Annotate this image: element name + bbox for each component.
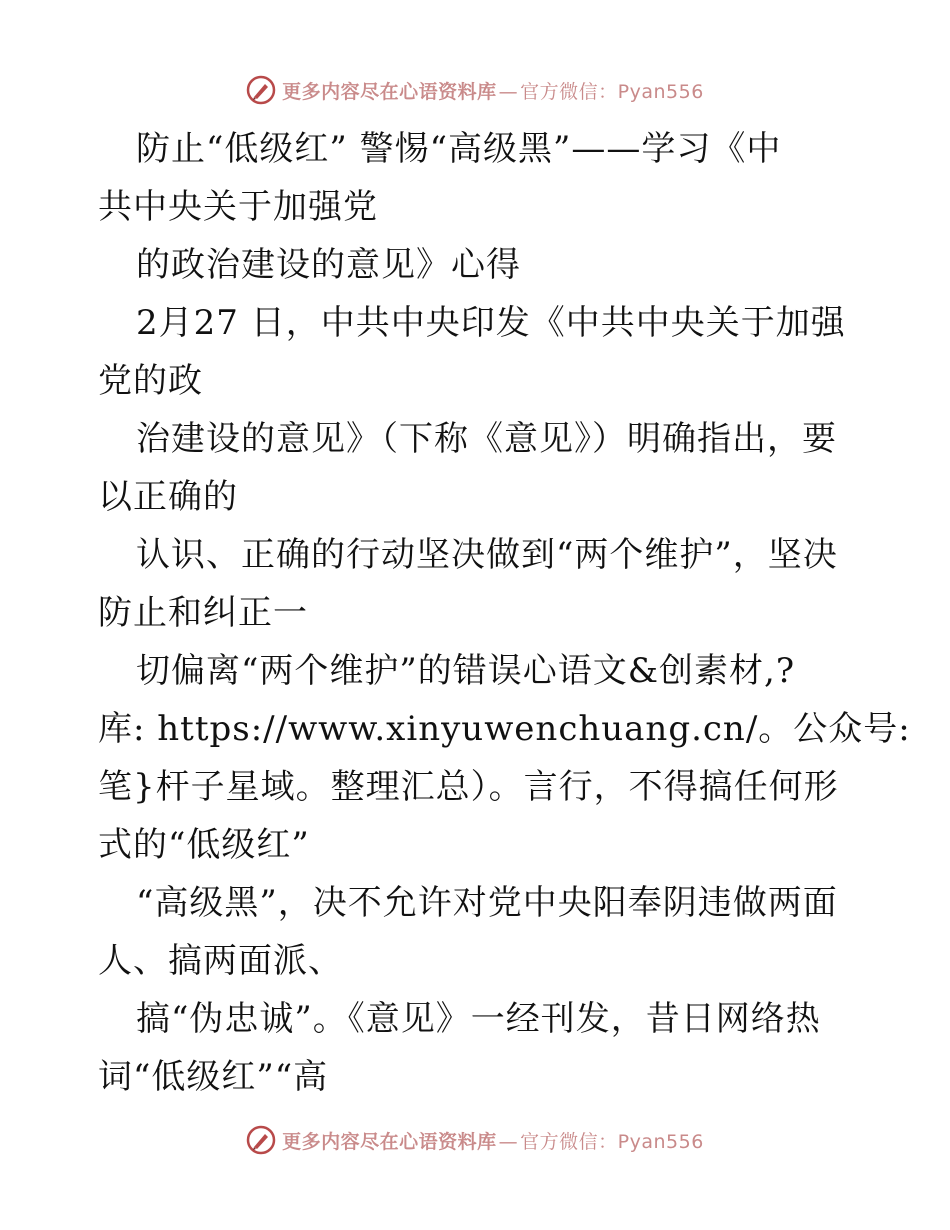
text-line: 党的政 <box>98 361 203 401</box>
banner-wechat: 官方微信：Pyan556 <box>520 80 704 103</box>
text-line: 切偏离“两个维护”的错误心语文&创素材,? <box>136 651 796 691</box>
text-line: 词“低级红”“高 <box>98 1057 329 1097</box>
header-banner-text <box>282 77 704 104</box>
banner-site-name: 更多内容尽在心语资料库 <box>282 1130 497 1153</box>
text-line: 笔}杆子星域。整理汇总）。言行，不得搞任何形 <box>98 767 839 807</box>
footer-banner <box>0 1120 950 1160</box>
text-line: 共中央关于加强党 <box>98 187 378 227</box>
header-banner <box>0 70 950 110</box>
text-line: 2月27 日，中共中央印发《中共中央关于加强 <box>136 303 846 343</box>
text-line: 治建设的意见》（下称《意见》）明确指出，要 <box>136 419 837 459</box>
text-line: 搞“伪忠诚”。《意见》一经刊发，昔日网络热 <box>136 999 821 1039</box>
text-line: 防止“低级红” 警惕“高级黑”——学习《中 <box>136 129 782 169</box>
footer-banner-text <box>282 1127 704 1154</box>
pen-logo-icon <box>246 1125 276 1155</box>
text-line: 库: https://www.xinyuwenchuang.cn/。公众号: <box>98 709 911 749</box>
text-line: 的政治建设的意见》心得 <box>136 245 521 285</box>
banner-dash: — <box>498 80 519 103</box>
document-body <box>98 120 911 1106</box>
banner-dash: — <box>498 1130 519 1153</box>
text-line: 人、搞两面派、 <box>98 941 343 981</box>
text-line: 式的“低级红” <box>98 825 310 865</box>
banner-wechat: 官方微信：Pyan556 <box>520 1130 704 1153</box>
text-line: 以正确的 <box>98 477 238 517</box>
text-line: 防止和纠正一 <box>98 593 308 633</box>
banner-site-name: 更多内容尽在心语资料库 <box>282 80 497 103</box>
text-line: “高级黑”，决不允许对党中央阳奉阴违做两面 <box>136 883 838 923</box>
pen-logo-icon <box>246 75 276 105</box>
text-line: 认识、正确的行动坚决做到“两个维护”，坚决 <box>136 535 838 575</box>
